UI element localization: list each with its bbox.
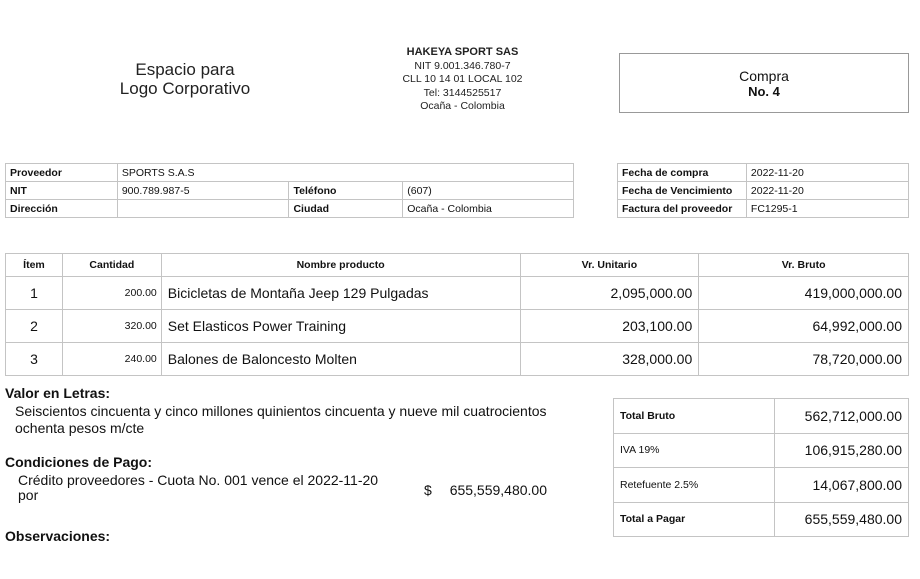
column-header-nombre: Nombre producto	[161, 254, 520, 277]
telefono-label: Teléfono	[289, 182, 403, 200]
direccion-value	[117, 200, 289, 218]
table-row	[614, 433, 909, 468]
document-number: No. 4	[748, 84, 780, 99]
observations-title: Observaciones:	[5, 528, 111, 544]
table-row	[614, 399, 909, 434]
conditions-line-1: Crédito proveedores - Cuota No. 001 vence el 2022-11-20	[18, 472, 379, 488]
nit-value: 900.789.987-5	[117, 182, 289, 200]
table-row	[6, 277, 909, 310]
table-row	[614, 468, 909, 503]
proveedor-value: SPORTS S.A.S	[117, 164, 573, 182]
table-row	[618, 200, 909, 218]
document-type-box	[619, 53, 909, 113]
conditions-line-2: por	[18, 487, 39, 503]
direccion-label: Dirección	[6, 200, 118, 218]
logo-line-1: Espacio para	[135, 60, 235, 79]
dates-table	[617, 163, 909, 218]
table-row	[6, 164, 574, 182]
payment-conditions-title: Condiciones de Pago:	[5, 454, 153, 470]
company-nit: NIT 9.001.346.780-7	[414, 59, 511, 72]
item-unit-price: 2,095,000.00	[520, 277, 699, 310]
supplier-table	[5, 163, 574, 218]
table-row	[614, 502, 909, 537]
item-quantity: 200.00	[62, 277, 161, 310]
item-gross-value: 419,000,000.00	[699, 277, 909, 310]
company-city: Ocaña - Colombia	[420, 100, 505, 112]
item-number: 1	[6, 277, 63, 310]
item-gross-value: 64,992,000.00	[699, 310, 909, 343]
items-table	[5, 253, 909, 376]
item-name: Bicicletas de Montaña Jeep 129 Pulgadas	[161, 277, 520, 310]
payment-amount-value: 655,559,480.00	[449, 482, 548, 498]
letters-title: Valor en Letras:	[5, 385, 111, 401]
column-header-item: Ítem	[6, 254, 63, 277]
item-quantity: 240.00	[62, 343, 161, 376]
letters-line-2: ochenta pesos m/cte	[15, 420, 145, 436]
fecha-compra-label: Fecha de compra	[618, 164, 747, 182]
nit-label: NIT	[6, 182, 118, 200]
item-quantity: 320.00	[62, 310, 161, 343]
table-row	[6, 182, 574, 200]
letters-line-1: Seiscientos cincuenta y cinco millones quinientos cincuenta y nueve mil cuatrocientos	[15, 403, 547, 419]
retefuente-value: 14,067,800.00	[775, 468, 909, 503]
payment-conditions-text	[18, 473, 418, 503]
column-header-cantidad: Cantidad	[62, 254, 161, 277]
item-gross-value: 78,720,000.00	[699, 343, 909, 376]
item-name: Balones de Baloncesto Molten	[161, 343, 520, 376]
item-name: Set Elasticos Power Training	[161, 310, 520, 343]
factura-label: Factura del proveedor	[618, 200, 747, 218]
logo-line-2: Logo Corporativo	[119, 79, 251, 98]
total-pagar-label: Total a Pagar	[614, 502, 775, 537]
company-address: CLL 10 14 01 LOCAL 102	[402, 73, 523, 85]
fecha-compra-value: 2022-11-20	[746, 164, 908, 182]
item-unit-price: 328,000.00	[520, 343, 699, 376]
retefuente-label: Retefuente 2.5%	[614, 468, 775, 503]
total-bruto-value: 562,712,000.00	[775, 399, 909, 434]
table-row	[6, 200, 574, 218]
company-name: HAKEYA SPORT SAS	[406, 46, 519, 58]
company-info	[380, 46, 545, 114]
total-bruto-label: Total Bruto	[614, 399, 775, 434]
fecha-vencimiento-label: Fecha de Vencimiento	[618, 182, 747, 200]
column-header-unitario: Vr. Unitario	[520, 254, 699, 277]
item-unit-price: 203,100.00	[520, 310, 699, 343]
fecha-vencimiento-value: 2022-11-20	[746, 182, 908, 200]
company-phone: Tel: 3144525517	[423, 86, 502, 99]
telefono-value: (607)	[403, 182, 574, 200]
column-header-bruto: Vr. Bruto	[699, 254, 909, 277]
table-row	[6, 343, 909, 376]
ciudad-label: Ciudad	[289, 200, 403, 218]
amount-in-letters	[15, 403, 605, 437]
currency-symbol: $	[424, 482, 432, 498]
factura-value: FC1295-1	[746, 200, 908, 218]
payment-amount	[424, 482, 547, 498]
ciudad-value: Ocaña - Colombia	[403, 200, 574, 218]
table-row	[6, 310, 909, 343]
document-type: Compra	[739, 68, 789, 84]
item-number: 3	[6, 343, 63, 376]
proveedor-label: Proveedor	[6, 164, 118, 182]
iva-value: 106,915,280.00	[775, 433, 909, 468]
iva-label: IVA 19%	[614, 433, 775, 468]
logo-placeholder	[100, 60, 270, 98]
item-number: 2	[6, 310, 63, 343]
table-row	[618, 164, 909, 182]
table-row	[618, 182, 909, 200]
total-pagar-value: 655,559,480.00	[775, 502, 909, 537]
table-header-row	[6, 254, 909, 277]
totals-table	[613, 398, 909, 537]
